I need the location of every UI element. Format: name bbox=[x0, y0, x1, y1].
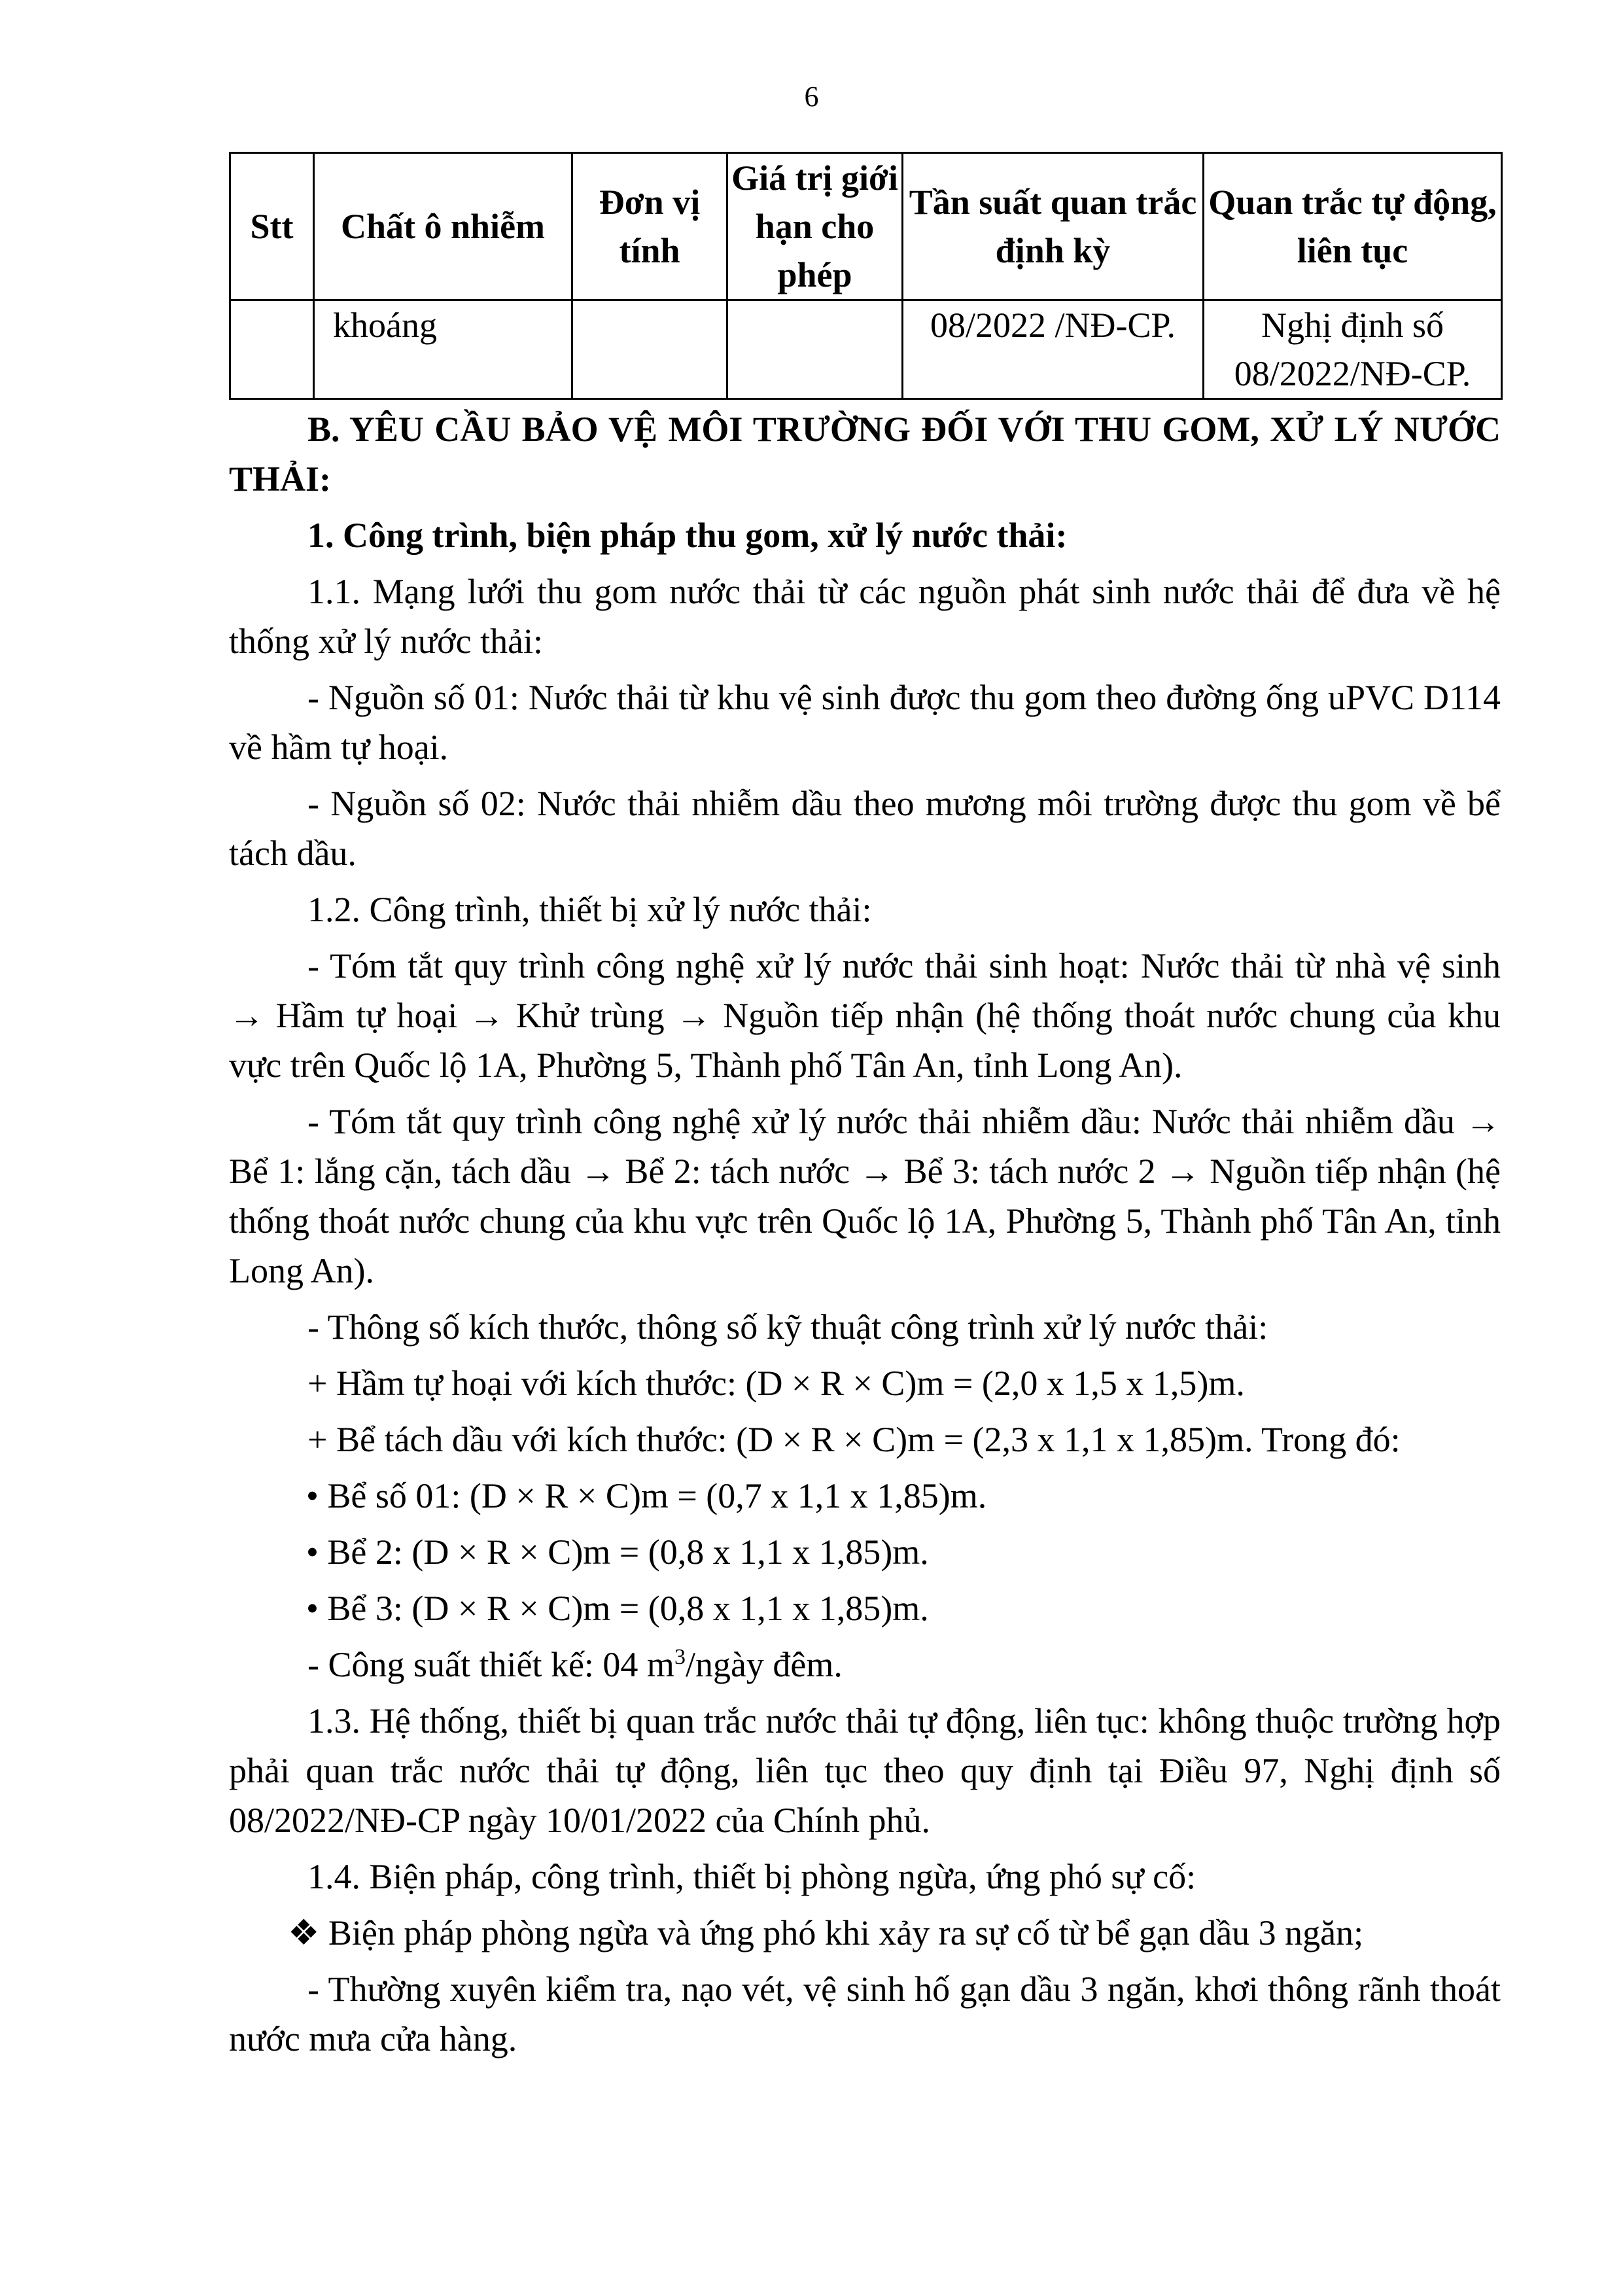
paragraph-inspection: - Thường xuyên kiểm tra, nạo vét, vệ sinh hố gạn dầu 3 ngăn, khơi thông rãnh thoát nước mưa cửa hàng. bbox=[229, 1969, 1501, 2058]
capacity-text: - Công suất thiết kế: 04 m bbox=[307, 1645, 674, 1684]
paragraph-tank-03: • Bể 3: (D × R × C)m = (0,8 x 1,1 x 1,85)m. bbox=[306, 1589, 929, 1628]
monitoring-table bbox=[229, 152, 1503, 400]
header-unit: Đơn vị tính bbox=[572, 153, 727, 300]
paragraph-1-1: 1.1. Mạng lưới thu gom nước thải từ các nguồn phát sinh nước thải để đưa về hệ thống xử lý nước thải: bbox=[229, 572, 1501, 661]
capacity-unit: /ngày đêm. bbox=[685, 1645, 843, 1684]
paragraph-1-3: 1.3. Hệ thống, thiết bị quan trắc nước thải tự động, liên tục: không thuộc trường hợp phải quan trắc nước thải tự động, liên tục theo quy định tại Điều 97, Nghị định số 08/2022/NĐ-CP ngày 10/01/2022 của Chính phủ. bbox=[229, 1701, 1501, 1840]
cell-continuous-monitoring: Nghị định số 08/2022/NĐ-CP. bbox=[1204, 300, 1502, 399]
cell-limit bbox=[727, 300, 903, 399]
header-stt: Stt bbox=[230, 153, 314, 300]
table-header-row bbox=[230, 153, 1502, 300]
header-continuous-monitoring: Quan trắc tự động, liên tục bbox=[1204, 153, 1502, 300]
paragraph-domestic-process: - Tóm tắt quy trình công nghệ xử lý nước thải sinh hoạt: Nước thải từ nhà vệ sinh → Hầm tự hoại → Khử trùng → Nguồn tiếp nhận (hệ thống thoát nước chung của khu vực trên Quốc lộ 1A, Phường 5, Thành phố Tân An, tỉnh Long An). bbox=[229, 946, 1501, 1085]
header-periodic-frequency: Tần suất quan trắc định kỳ bbox=[903, 153, 1204, 300]
paragraph-tank-02: • Bể 2: (D × R × C)m = (0,8 x 1,1 x 1,85)m. bbox=[306, 1532, 929, 1572]
paragraph-source-01: - Nguồn số 01: Nước thải từ khu vệ sinh được thu gom theo đường ống uPVC D114 về hầm tự hoại. bbox=[229, 678, 1501, 767]
paragraph-1-2: 1.2. Công trình, thiết bị xử lý nước thải: bbox=[307, 890, 872, 929]
capacity-superscript: 3 bbox=[674, 1645, 686, 1669]
paragraph-tank-01: • Bể số 01: (D × R × C)m = (0,7 x 1,1 x 1,85)m. bbox=[306, 1476, 987, 1515]
cell-unit bbox=[572, 300, 727, 399]
paragraph-oil-process: - Tóm tắt quy trình công nghệ xử lý nước thải nhiễm dầu: Nước thải nhiễm dầu → Bể 1: lắng cặn, tách dầu → Bể 2: tách nước → Bể 3: tách nước 2 → Nguồn tiếp nhận (hệ thống thoát nước chung của khu vực trên Quốc lộ 1A, Phường 5, Thành phố Tân An, tỉnh Long An). bbox=[229, 1102, 1501, 1290]
header-pollutant: Chất ô nhiễm bbox=[314, 153, 572, 300]
table-row bbox=[230, 300, 1502, 399]
cell-pollutant: khoáng bbox=[314, 300, 572, 399]
paragraph-septic-tank: + Hầm tự hoại với kích thước: (D × R × C)m = (2,0 x 1,5 x 1,5)m. bbox=[307, 1364, 1245, 1403]
paragraph-incident-heading: ❖ Biện pháp phòng ngừa và ứng phó khi xảy ra sự cố từ bể gạn dầu 3 ngăn; bbox=[288, 1913, 1364, 1952]
cell-periodic-frequency: 08/2022 /NĐ-CP. bbox=[903, 300, 1204, 399]
document-body bbox=[229, 404, 1501, 2070]
header-limit: Giá trị giới hạn cho phép bbox=[727, 153, 903, 300]
paragraph-1-4: 1.4. Biện pháp, công trình, thiết bị phòng ngừa, ứng phó sự cố: bbox=[307, 1857, 1196, 1896]
page-number: 6 bbox=[804, 80, 819, 113]
paragraph-oil-tank: + Bể tách dầu với kích thước: (D × R × C)m = (2,3 x 1,1 x 1,85)m. Trong đó: bbox=[307, 1420, 1401, 1459]
cell-stt bbox=[230, 300, 314, 399]
paragraph-source-02: - Nguồn số 02: Nước thải nhiễm dầu theo mương môi trường được thu gom về bể tách dầu. bbox=[229, 784, 1501, 873]
section-b-title: B. YÊU CẦU BẢO VỆ MÔI TRƯỜNG ĐỐI VỚI THU GOM, XỬ LÝ NƯỚC THẢI: bbox=[229, 410, 1501, 499]
heading-1: 1. Công trình, biện pháp thu gom, xử lý nước thải: bbox=[307, 516, 1068, 555]
paragraph-capacity bbox=[229, 1640, 1501, 1689]
paragraph-specs: - Thông số kích thước, thông số kỹ thuật công trình xử lý nước thải: bbox=[307, 1307, 1268, 1347]
